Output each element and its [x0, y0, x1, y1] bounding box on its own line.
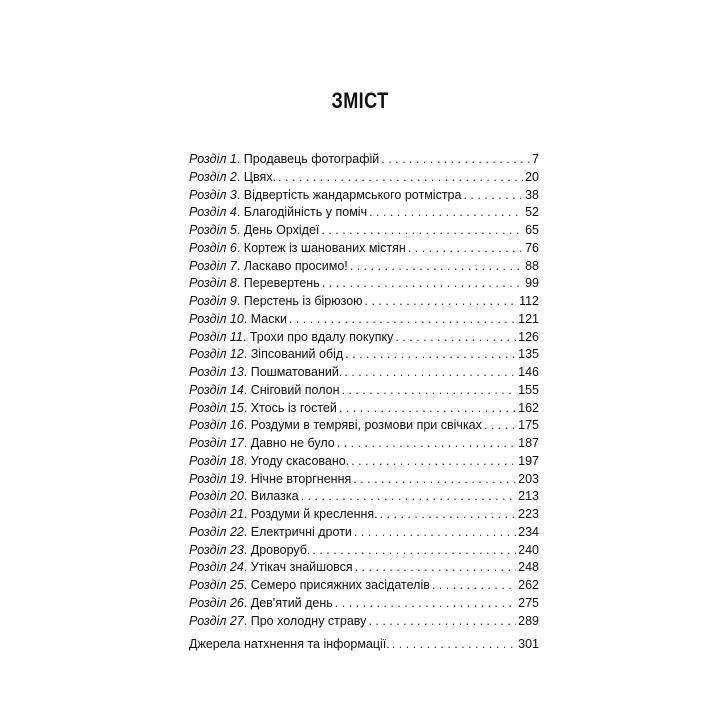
label-separator: .: [243, 436, 251, 450]
chapter-label: Розділ 11: [189, 329, 243, 344]
chapter-label: Розділ 15: [189, 400, 244, 415]
chapter-title: Хтось із гостей: [250, 400, 337, 415]
page-number: 76: [525, 240, 539, 255]
page-number: 88: [525, 258, 539, 273]
toc-entry: [189, 329, 539, 347]
label-separator: .: [243, 453, 251, 468]
label-separator: .: [243, 542, 251, 557]
label-separator: .: [243, 382, 251, 397]
toc-entry: [189, 364, 539, 382]
toc-entry: [189, 435, 539, 453]
chapter-label: Розділ 24: [189, 560, 244, 575]
label-separator: .: [243, 347, 251, 362]
dot-leader: [365, 293, 518, 311]
toc-entry: [189, 311, 539, 329]
table-of-contents: [189, 151, 539, 654]
page-number: 275: [518, 595, 539, 610]
toc-entry: [189, 346, 539, 364]
page-number: 262: [518, 578, 539, 592]
dot-leader: [312, 542, 516, 560]
chapter-label: Розділ 18: [189, 453, 244, 468]
chapter-title: Вилазка: [250, 489, 299, 504]
toc-entry: [189, 542, 539, 560]
page-number: 20: [525, 169, 539, 184]
label-separator: .: [243, 613, 251, 628]
chapter-title: Трохи про вдалу покупку: [249, 329, 394, 344]
dot-leader: [350, 258, 523, 276]
chapter-title: День Орхідеї: [243, 223, 320, 237]
page-number: 99: [525, 276, 539, 291]
chapter-title: Продавець фотографій: [243, 152, 380, 166]
dot-leader: [339, 400, 516, 418]
label-separator: .: [243, 365, 251, 379]
dot-leader: [351, 453, 516, 471]
label-separator: .: [243, 507, 251, 521]
dot-leader: [392, 636, 516, 654]
label-separator: .: [243, 595, 251, 610]
dot-leader: [354, 524, 516, 542]
chapter-label: Розділ 12: [189, 347, 244, 362]
dot-leader: [321, 222, 523, 240]
chapter-title: Ласкаво просимо!: [243, 258, 348, 273]
label-separator: .: [243, 560, 251, 575]
page-number: 289: [518, 613, 539, 628]
label-separator: .: [236, 152, 244, 166]
page-number: 248: [518, 560, 539, 575]
dot-leader: [484, 417, 516, 435]
page-number: 203: [518, 471, 539, 486]
toc-entry: [189, 382, 539, 400]
label-separator: .: [236, 169, 244, 184]
label-separator: .: [236, 276, 244, 291]
chapter-label: Розділ 27: [189, 613, 244, 628]
chapter-title: Електричні дроти: [250, 524, 352, 539]
label-separator: .: [243, 489, 251, 504]
label-separator: .: [236, 223, 244, 237]
chapter-title: Дев'ятий день: [250, 595, 333, 610]
page-number: 38: [525, 187, 539, 202]
chapter-title: Семеро присяжних засідателів: [250, 578, 430, 592]
dot-leader: [342, 382, 517, 400]
chapter-title: Відвертість жандармського ротмістра: [243, 187, 462, 202]
toc-entry: [189, 488, 539, 506]
toc-entry: [189, 151, 539, 169]
chapter-label: Розділ 10: [189, 311, 244, 326]
chapter-title: Благодійність у поміч: [243, 205, 368, 220]
chapter-label: Розділ 8: [189, 276, 237, 291]
page-number: 7: [532, 152, 539, 166]
toc-entry: [189, 169, 539, 187]
label-separator: .: [243, 578, 251, 592]
dot-leader: [463, 187, 523, 205]
dot-leader: [344, 364, 516, 382]
dot-leader: [369, 204, 523, 222]
toc-entry: [189, 240, 539, 258]
chapter-label: Розділ 3: [189, 187, 237, 202]
dot-leader: [381, 151, 530, 169]
page-number: 135: [518, 347, 539, 362]
chapter-label: Розділ 14: [189, 382, 244, 397]
label-separator: .: [243, 400, 251, 415]
chapter-label: Розділ 4: [189, 205, 237, 220]
page-number: 197: [518, 453, 539, 468]
toc-entry: [189, 258, 539, 276]
chapter-label: Розділ 17: [189, 436, 244, 450]
dot-leader: [432, 577, 516, 595]
chapter-label: Розділ 25: [189, 578, 244, 592]
label-separator: .: [243, 524, 251, 539]
dot-leader: [335, 595, 516, 613]
chapter-title: Про холодну страву: [250, 613, 367, 628]
dot-leader: [345, 346, 516, 364]
toc-entry: [189, 595, 539, 613]
dot-leader: [380, 506, 517, 524]
chapter-label: Розділ 26: [189, 595, 244, 610]
chapter-title: Угоду скасовано.: [250, 453, 350, 468]
dot-leader: [395, 329, 516, 347]
chapter-title: Цвях.: [243, 169, 277, 184]
dot-leader: [337, 435, 516, 453]
label-separator: .: [236, 258, 244, 273]
chapter-title: Роздуми в темряві, розмови при свічках: [250, 418, 482, 433]
toc-entry: [189, 417, 539, 435]
dot-leader: [408, 240, 523, 258]
chapter-title: Зіпсований обід: [250, 347, 344, 362]
toc-entry: [189, 275, 539, 293]
toc-entry: [189, 471, 539, 489]
chapter-title: Кортеж із шанованих містян: [243, 240, 406, 255]
chapter-title: Утікач знайшовся: [250, 560, 353, 575]
page-number: 52: [525, 205, 539, 220]
toc-entry: [189, 453, 539, 471]
page-number: 213: [518, 489, 539, 504]
dot-leader: [322, 275, 523, 293]
chapter-title: Пошматований.: [250, 365, 343, 379]
page-title: ЗМІСТ: [331, 88, 389, 113]
page-number: 65: [525, 223, 539, 237]
label-separator: .: [243, 311, 251, 326]
page-number: 301: [518, 637, 539, 652]
chapter-label: Розділ 20: [189, 489, 244, 504]
toc-entry: [189, 222, 539, 240]
chapter-title: Роздуми й креслення.: [250, 507, 378, 521]
toc-entry: [189, 506, 539, 524]
chapter-title: Перстень із бірюзою: [243, 294, 363, 308]
toc-entry: [189, 613, 539, 631]
dot-leader: [289, 311, 516, 329]
chapter-label: Розділ 13: [189, 365, 244, 379]
page-number: 126: [518, 329, 539, 344]
toc-entry: [189, 559, 539, 577]
chapter-title: Сніговий полон: [250, 382, 340, 397]
label-separator: .: [236, 240, 244, 255]
toc-entry: [189, 187, 539, 205]
chapter-label: Розділ 7: [189, 258, 237, 273]
page-number: 223: [518, 507, 539, 521]
label-separator: .: [242, 329, 250, 344]
page-number: 155: [518, 382, 539, 397]
appendix-title: Джерела натхнення та інформації.: [189, 637, 390, 652]
chapter-label: Розділ 2: [189, 169, 237, 184]
chapter-label: Розділ 6: [189, 240, 237, 255]
chapter-label: Розділ 16: [189, 418, 244, 433]
toc-entry: [189, 204, 539, 222]
label-separator: .: [236, 205, 244, 220]
page-number: 121: [518, 311, 539, 326]
page-number: 240: [518, 542, 539, 557]
dot-leader: [368, 613, 516, 631]
label-separator: .: [243, 471, 251, 486]
chapter-title: Дроворуб.: [250, 542, 311, 557]
chapter-label: Розділ 5: [189, 223, 237, 237]
chapter-label: Розділ 22: [189, 524, 244, 539]
chapter-label: Розділ 21: [189, 507, 244, 521]
dot-leader: [301, 488, 517, 506]
chapter-title: Давно не було: [250, 436, 335, 450]
page-number: 112: [519, 294, 539, 308]
label-separator: .: [236, 187, 244, 202]
page-number: 146: [518, 365, 539, 379]
chapter-label: Розділ 9: [189, 294, 237, 308]
chapter-title: Перевертень: [243, 276, 320, 291]
chapter-title: Маски: [250, 311, 287, 326]
toc-appendix-entry: [189, 636, 539, 654]
chapter-label: Розділ 19: [189, 471, 244, 486]
page-number: 234: [518, 524, 539, 539]
toc-entry: [189, 524, 539, 542]
label-separator: .: [236, 294, 244, 308]
label-separator: .: [243, 418, 251, 433]
chapter-title: Нічне вторгнення: [250, 471, 352, 486]
page-number: 162: [518, 400, 539, 415]
toc-entry: [189, 577, 539, 595]
page-number: 187: [518, 436, 539, 450]
dot-leader: [353, 471, 516, 489]
dot-leader: [355, 559, 516, 577]
chapter-label: Розділ 23: [189, 542, 244, 557]
toc-entry: [189, 400, 539, 418]
dot-leader: [278, 169, 523, 187]
chapter-label: Розділ 1: [189, 152, 237, 166]
toc-entry: [189, 293, 539, 311]
page-number: 175: [518, 418, 539, 433]
